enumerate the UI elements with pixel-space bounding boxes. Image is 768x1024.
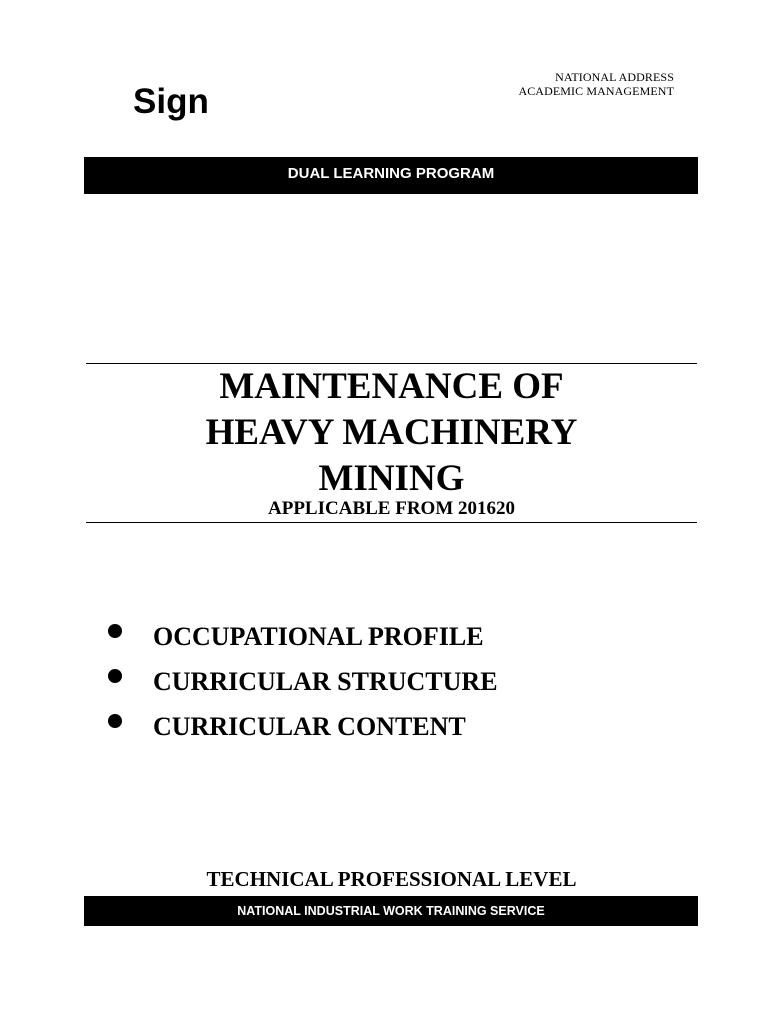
bullet-icon	[108, 669, 122, 683]
org-line-academic-management: ACADEMIC MANAGEMENT	[518, 84, 674, 98]
organization-header	[518, 70, 674, 98]
footer-banner: NATIONAL INDUSTRIAL WORK TRAINING SERVICE	[84, 896, 698, 926]
applicable-from: APPLICABLE FROM 201620	[268, 498, 515, 519]
logo-text: Sign	[133, 82, 209, 121]
professional-level: TECHNICAL PROFESSIONAL LEVEL	[206, 867, 577, 891]
bullet-icon	[108, 714, 122, 728]
title-line-1: MAINTENANCE OF	[219, 366, 564, 407]
title-line-3: MINING	[318, 458, 465, 499]
title-line-2: HEAVY MACHINERY	[205, 412, 578, 453]
list-item-label: CURRICULAR STRUCTURE	[153, 667, 498, 696]
program-banner: DUAL LEARNING PROGRAM	[84, 157, 698, 194]
list-item-label: OCCUPATIONAL PROFILE	[153, 622, 484, 651]
org-line-national-address: NATIONAL ADDRESS	[555, 70, 674, 84]
bullet-icon	[108, 624, 122, 638]
title-bottom-rule	[86, 522, 697, 523]
list-item-label: CURRICULAR CONTENT	[153, 712, 466, 741]
document-title	[86, 364, 697, 502]
